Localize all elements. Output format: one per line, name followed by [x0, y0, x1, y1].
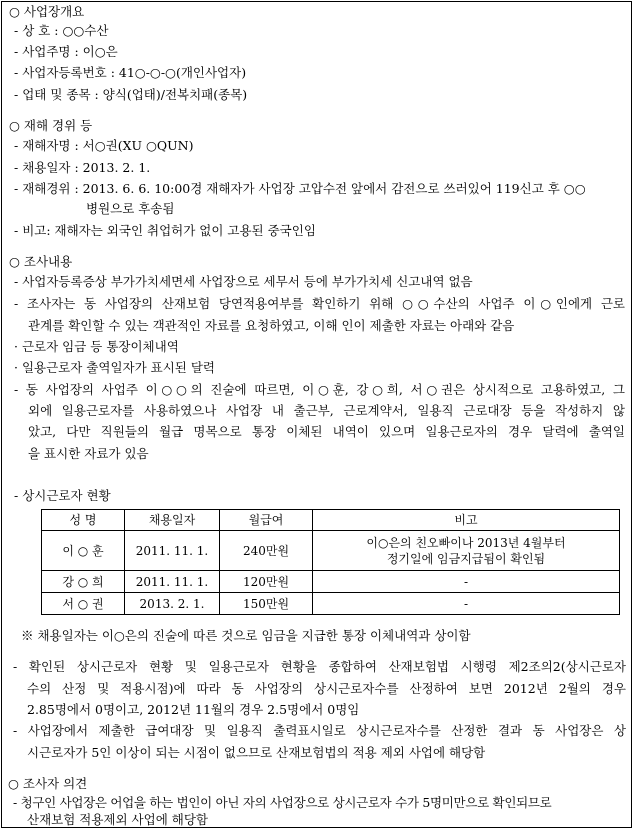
accident-item-note: - 비고: 재해자는 외국인 취업허가 없이 고용된 중국인임 [14, 223, 316, 238]
table-cell-pay: 120만원 [220, 571, 313, 593]
investigation-line: - 조사자는 동 사업장의 산재보험 당연적용여부를 확인하기 위해 ○○수산의 사업주 이○인에게 근로 [14, 296, 625, 311]
accident-item-victim: - 재해자명 : 서○권(XU ○QUN) [14, 138, 194, 153]
table-cell-note: - [313, 593, 620, 615]
table-cell-pay: 240만원 [220, 531, 313, 571]
accident-item-circumstance: - 재해경위 : 2013. 6. 6. 10:00경 재해자가 사업장 고압수전 앞에서 감전으로 쓰러있어 119신고 후 ○○ [14, 181, 586, 196]
staff-table [41, 509, 620, 615]
table-cell-date: 2011. 11. 1. [125, 531, 220, 571]
document-frame [1, 1, 632, 828]
opinion-heading: ○ 조사자 의견 [8, 776, 88, 791]
investigation-line: - 확인된 상시근로자 현황 및 일용근로자 현황을 종합하여 산재보험법 시행령 제2조의2(상시근로자 [13, 659, 626, 674]
investigation-line: 2.85명에서 0명이고, 2012년 11월의 경우 2.5명에서 0명임 [27, 702, 360, 717]
investigation-line: 을 표시한 자료가 있음 [28, 446, 149, 461]
investigation-bullet: · 근로자 임금 등 통장이체내역 [14, 339, 179, 354]
table-row [42, 593, 620, 615]
investigation-line: - 사업장에서 제출한 급여대장 및 일용직 출력표시일로 상시근로자수를 산정한 결과 동 사업장은 상 [13, 723, 626, 738]
note-line: 이○은의 친오빠이나 2013년 4월부터 [366, 535, 566, 550]
accident-item-circumstance-cont: 병원으로 후송됨 [86, 201, 175, 216]
investigation-bullet: · 일용근로자 출역일자가 표시된 달력 [14, 360, 215, 375]
investigation-line: 았고, 다만 직원들의 월급 명목으로 통장 이체된 내역이 있으며 일용근로자의 경우 달력에 출역일 [28, 424, 625, 439]
table-cell-note: - [313, 571, 620, 593]
note-line: 정기일에 임금지급됨이 확인됨 [386, 551, 546, 566]
investigation-line: 수의 산정 및 적용시점)에 따라 동 사업장의 상시근로자수를 산정하여 보면 2012년 2월의 경우 [27, 681, 626, 696]
investigation-line: 관계를 확인할 수 있는 객관적인 자료를 요청하였고, 이해 인이 제출한 자료는 아래와 같음 [28, 318, 515, 333]
overview-item-business: - 업태 및 종목 : 양식(업태)/전복치패(종목) [14, 87, 248, 102]
table-row [42, 531, 620, 571]
overview-item-name: - 상 호 : ○○수산 [14, 23, 109, 38]
table-header: 채용일자 [125, 510, 220, 531]
investigation-line: - 사업자등록증상 부가가치세면세 사업장으로 세무서 등에 부가가치세 신고내역 없음 [14, 274, 473, 289]
accident-item-hire-date: - 채용일자 : 2013. 2. 1. [14, 160, 151, 175]
overview-item-owner: - 사업주명 : 이○은 [14, 44, 118, 59]
table-cell-name: 이 ○ 훈 [42, 531, 125, 571]
accident-heading: ○ 재해 경위 등 [9, 118, 93, 133]
overview-heading: ○ 사업장개요 [9, 4, 85, 19]
table-row [42, 571, 620, 593]
hire-date-note: ※ 채용일자는 이○은의 진술에 따른 것으로 임금을 지급한 통장 이체내역과 상이함 [21, 628, 471, 643]
table-header: 성 명 [42, 510, 125, 531]
overview-item-regno: - 사업자등록번호 : 41○-○-○(개인사업자) [14, 65, 247, 80]
table-cell-name: 강 ○ 희 [42, 571, 125, 593]
investigation-line: - 동 사업장의 사업주 이○○의 진술에 따르면, 이○훈, 강○희, 서○권은 상시적으로 고용하였고, 그 [14, 382, 625, 397]
table-header: 비고 [313, 510, 620, 531]
table-header: 월급여 [220, 510, 313, 531]
investigation-line: 시근로자가 5인 이상이 되는 시점이 없으므로 산재보험법의 적용 제외 사업에 해당함 [27, 745, 486, 760]
investigation-heading: ○ 조사내용 [9, 254, 73, 269]
staff-table-caption: - 상시근로자 현황 [14, 488, 111, 503]
investigation-line: 외에 일용근로자를 사용하였으나 사업장 내 출근부, 근로계약서, 일용직 근로대장 등을 작성하지 않 [28, 403, 625, 418]
opinion-line: 산재보험 적용제외 사업에 해당함 [27, 812, 208, 827]
table-cell-name: 서 ○ 권 [42, 593, 125, 615]
table-cell-note [313, 531, 620, 571]
table-cell-date: 2011. 11. 1. [125, 571, 220, 593]
table-cell-date: 2013. 2. 1. [125, 593, 220, 615]
table-header-row [42, 510, 620, 531]
table-cell-pay: 150만원 [220, 593, 313, 615]
opinion-line: - 청구인 사업장은 어업을 하는 법인이 아닌 자의 사업장으로 상시근로자 수가 5명미만으로 확인되므로 [13, 795, 552, 810]
